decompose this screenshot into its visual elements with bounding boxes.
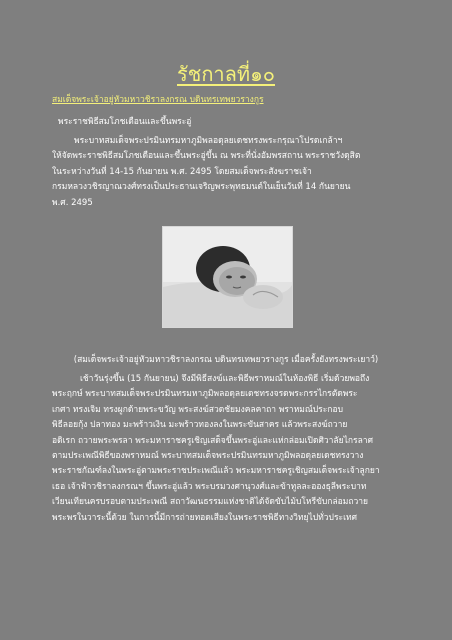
paragraph-2-line: เธอ เจ้าฟ้าวชิราลงกรณฯ ขึ้นพระอู่แล้ว พระบรมวงศานุวงศ์และข้าทูลละอองธุลีพระบาท — [52, 481, 367, 492]
photo-caption: (สมเด็จพระเจ้าอยู่หัวมหาวชิราลงกรณ บดินทรเทพยวรางกูร เมื่อครั้งยังทรงพระเยาว์) — [73, 355, 379, 365]
paragraph-2-line: ตามประเพณีพิธีของพราหมณ์ พระบาทสมเด็จพระปรมินทรมหาภูมิพลอดุลยเดชทรงวาง — [52, 451, 364, 462]
paragraph-2 — [52, 372, 402, 526]
baby-photo-icon — [163, 227, 292, 327]
paragraph-2-line: พระพรในวาระนี้ด้วย ในการนี้มีการถ่ายทอดเสียงในพระราชพิธีทางวิทยุไปทั่วประเทศ — [52, 512, 357, 523]
subtitle-link[interactable]: สมเด็จพระเจ้าอยู่หัวมหาวชิราลงกรณ บดินทรเทพยวรางกูร — [52, 95, 264, 105]
paragraph-1 — [52, 134, 402, 211]
paragraph-2-line: เช้าวันรุ่งขึ้น (15 กันยายน) จึงมีพิธีสงฆ์และพิธีพราหมณ์ในห้องพิธี เริ่มด้วยพอถึง — [80, 374, 370, 384]
paragraph-1-line: พ.ศ. 2495 — [52, 197, 93, 208]
paragraph-1-line: ให้จัดพระราชพิธีสมโภชเดือนและขึ้นพระอู่ขึ้น ณ พระที่นั่งอัมพรสถาน พระราชวังดุสิต — [52, 151, 361, 162]
paragraph-1-line: กรมหลวงวชิรญาณวงศ์ทรงเป็นประธานเจริญพระพุทธมนต์ในเย็นวันที่ 14 กันยายน — [52, 182, 351, 193]
paragraph-2-line: อดิเรก ถวายพระพรลา พระมหาราชครูเชิญเสด็จขึ้นพระอู่และแห่กล่อมเปิดศิวาลัยไกรลาศ — [52, 435, 373, 446]
paragraph-2-line: พิธีลอยกุ้ง ปลาทอง มะพร้าวเงิน มะพร้าวทองลงในพระขันสาคร แล้วพระสงฆ์ถวาย — [52, 420, 348, 431]
baby-photo — [162, 226, 293, 328]
section-heading: พระราชพิธีสมโภชเดือนและขึ้นพระอู่ — [58, 117, 192, 127]
paragraph-1-line: ในระหว่างวันที่ 14-15 กันยายน พ.ศ. 2495 โดยสมเด็จพระสังฆราชเจ้า — [52, 166, 312, 177]
paragraph-2-line: พระราชกัณฑ์ลงในพระอู่ตามพระราชประเพณีแล้ว พระมหาราชครูเชิญสมเด็จพระเจ้าลูกยา — [52, 466, 380, 477]
page-title: รัชกาลที่๑๐ — [177, 62, 275, 86]
paragraph-1-line: พระบาทสมเด็จพระปรมินทรมหาภูมิพลอดุลยเดชทรงพระกรุณาโปรดเกล้าฯ — [74, 136, 343, 146]
paragraph-2-line: เวียนเทียนครบรอบตามประเพณี สถาวัฒนธรรมแห่งชาติได้จัดขับไม้บโหรีขับกล่อมถวาย — [52, 497, 369, 508]
paragraph-2-line: พระฤกษ์ พระบาทสมเด็จพระปรมินทรมหาภูมิพลอดุลยเดชทรงจรดพระกรรไกรตัดพระ — [52, 389, 358, 400]
paragraph-2-line: เกศา ทรงเจิม ทรงผูกด้ายพระขวัญ พระสงฆ์สวดชัยมงคลคาถา พราหมณ์ประกอบ — [52, 404, 343, 415]
